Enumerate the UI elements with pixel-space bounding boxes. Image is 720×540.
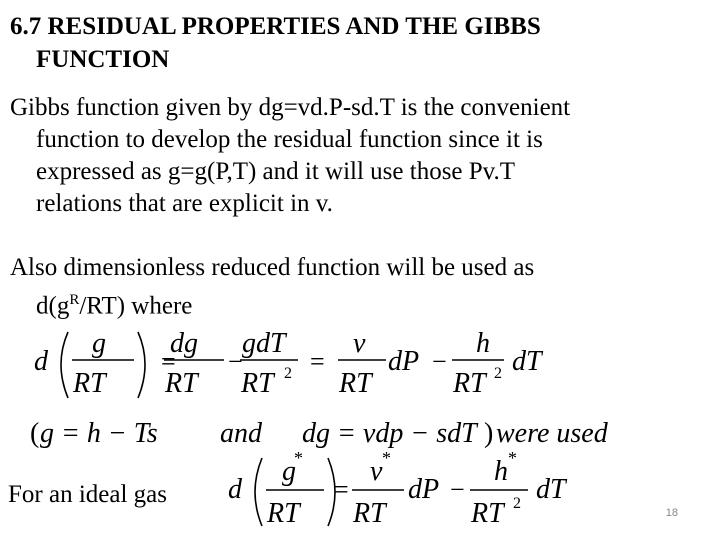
left-paren bbox=[61, 332, 68, 398]
text-suffix: /RT) where bbox=[79, 292, 193, 320]
eq-d: d bbox=[34, 346, 48, 377]
equation-gibbs-reduced bbox=[28, 322, 568, 406]
eq2-were-used: were used bbox=[496, 418, 608, 449]
slide-title bbox=[10, 10, 710, 76]
eq3-star: * bbox=[508, 448, 517, 468]
title-line-1: 6.7 RESIDUAL PROPERTIES AND THE GIBBS bbox=[10, 13, 541, 40]
eq3-dp: dP bbox=[408, 474, 440, 505]
eq3-rt: RT bbox=[267, 498, 300, 529]
paragraph-line: relations that are explicit in v. bbox=[36, 190, 333, 217]
eq-numerator-g: g bbox=[92, 328, 106, 359]
eq-rt: RT bbox=[339, 368, 372, 399]
eq-rt: RT bbox=[453, 368, 486, 399]
equation-gibbs-reduced-svg bbox=[28, 322, 568, 406]
eq-denominator-rt: RT bbox=[73, 368, 106, 399]
paragraph-gibbs-function bbox=[10, 92, 715, 220]
eq-minus: − bbox=[432, 347, 447, 376]
eq-dp: dP bbox=[388, 346, 420, 377]
eq-equals: = bbox=[161, 347, 176, 376]
eq2-close-paren: ) bbox=[484, 418, 494, 449]
eq-exponent-2: 2 bbox=[494, 365, 502, 382]
paragraph-line: Gibbs function given by dg=vd.P-sd.T is the convenient bbox=[10, 94, 571, 121]
paragraph-line bbox=[10, 284, 715, 322]
eq-equals: = bbox=[310, 347, 325, 376]
eq3-g: g bbox=[282, 456, 296, 487]
paragraph-line: expressed as g=g(P,T) and it will use those Pv.T bbox=[36, 158, 516, 185]
eq3-d: d bbox=[228, 474, 242, 505]
right-paren bbox=[138, 332, 145, 398]
superscript-r: R bbox=[69, 292, 80, 308]
eq2-gibbs-differential: dg = vdp − sdT bbox=[302, 418, 477, 449]
eq2-gibbs-definition: g = h − Ts bbox=[40, 418, 158, 449]
slide-number: 18 bbox=[665, 507, 678, 519]
eq-gdt: gdT bbox=[242, 328, 286, 359]
eq2-open-paren: ( bbox=[30, 418, 40, 449]
eq3-minus: − bbox=[450, 475, 465, 504]
eq3-v: v bbox=[370, 456, 383, 487]
eq3-star: * bbox=[382, 448, 391, 468]
eq3-exponent-2: 2 bbox=[513, 495, 521, 512]
title-line-2: FUNCTION bbox=[36, 46, 170, 73]
equation-ideal-gas bbox=[226, 448, 596, 532]
eq-exponent-2: 2 bbox=[284, 365, 292, 382]
eq3-rt: RT bbox=[353, 498, 386, 529]
eq-rt: RT bbox=[241, 368, 274, 399]
eq3-rt: RT bbox=[471, 498, 504, 529]
eq-rt: RT bbox=[165, 368, 198, 399]
eq3-dt: dT bbox=[536, 474, 566, 505]
eq3-h: h bbox=[494, 456, 508, 487]
text-prefix: d(g bbox=[36, 292, 70, 320]
paragraph-line: function to develop the residual function since it is bbox=[36, 126, 543, 153]
equation-ideal-gas-svg bbox=[226, 448, 596, 532]
eq-h: h bbox=[476, 328, 490, 359]
eq3-star: * bbox=[294, 448, 303, 468]
eq3-equals: = bbox=[334, 475, 349, 504]
eq-dg: dg bbox=[170, 328, 198, 359]
eq-v: v bbox=[353, 328, 366, 359]
paragraph-reduced-function bbox=[10, 252, 715, 322]
ideal-gas-label: For an ideal gas bbox=[8, 481, 167, 508]
left-paren bbox=[255, 458, 262, 526]
eq2-and: and bbox=[220, 418, 262, 449]
eq-dt: dT bbox=[512, 346, 542, 377]
eq-minus: − bbox=[228, 347, 243, 376]
paragraph-line: Also dimensionless reduced function will be used as bbox=[10, 254, 535, 281]
